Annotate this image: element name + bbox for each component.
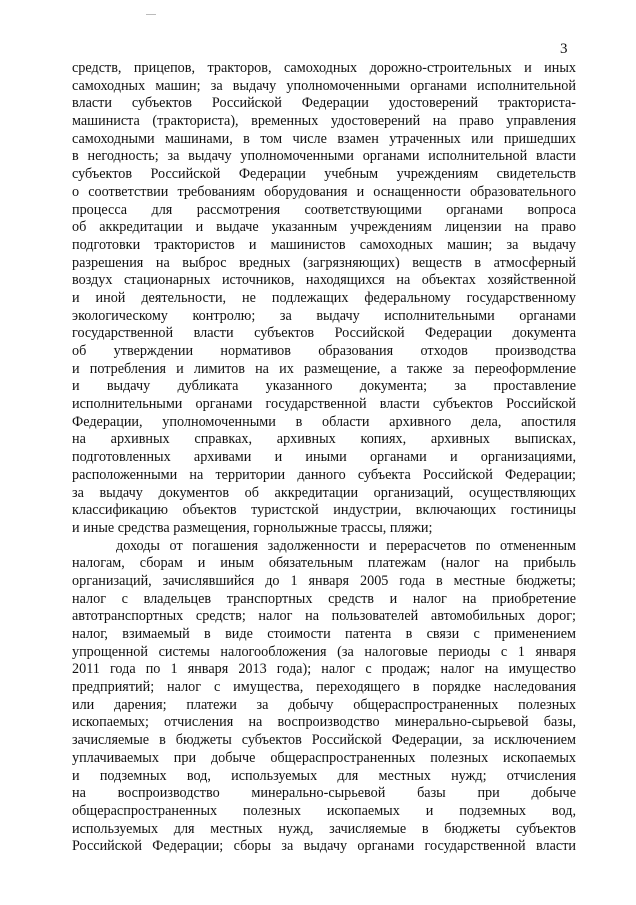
text-line: Федерации, уполномоченными в области архивного дела, апостиля [72, 413, 576, 430]
text-line: на воспроизводство минерально-сырьевой базы при добыче [72, 785, 576, 802]
text-line: подготовки трактористов и машинистов самоходных машин; за выдачу [72, 236, 576, 253]
text-line: зачисляемые в бюджеты субъектов Российской Федерации, за исключением [72, 732, 576, 749]
text-line: автотранспортных средств; налог на пользователей автомобильных дорог; [72, 608, 576, 625]
text-line: упрощенной системы налогообложения (за налоговые периоды с 1 января [72, 643, 576, 660]
text-line: средств, прицепов, тракторов, самоходных дорожно-строительных и иных [72, 60, 576, 76]
text-line: разрешения на выброс вредных (загрязняющих) веществ в атмосферный [72, 254, 576, 271]
text-line: предприятий; налог с имущества, переходящего в порядке наследования [72, 679, 576, 696]
text-line: организаций, зачислявшийся до 1 января 2005 года в местные бюджеты; [72, 572, 576, 589]
text-line: налог, взимаемый в виде стоимости патента в связи с применением [72, 626, 576, 642]
text-line: за выдачу документов об аккредитации организаций, осуществляющих [72, 484, 576, 501]
text-line: налогам, сборам и иным обязательным платежам (налог на прибыль [72, 555, 576, 572]
text-line: в негодность; за выдачу уполномоченными органами исполнительной власти [72, 148, 576, 165]
text-line: налог с владельцев транспортных средств и налог на приобретение [72, 590, 576, 607]
scan-mark [146, 14, 156, 15]
text-line: ископаемых; отчисления на воспроизводство минерально-сырьевой базы, [72, 714, 576, 731]
text-line: исполнительными органами государственной власти субъектов Российской [72, 396, 576, 413]
text-line: используемых для местных нужд, зачисляемые в бюджеты субъектов [72, 820, 576, 837]
text-line: общераспространенных полезных ископаемых и подземных вод, [72, 802, 576, 819]
text-line: на архивных справках, архивных копиях, архивных выписках, [72, 431, 576, 448]
text-line: машиниста (тракториста), временных удостоверений на право управления [72, 113, 576, 130]
text-line: власти субъектов Российской Федерации удостоверений тракториста- [72, 95, 576, 112]
text-line: воздух стационарных источников, находящихся на объектах хозяйственной [72, 272, 576, 289]
text-line: об аккредитации и выдаче указанным учреждениям лицензии на право [72, 219, 576, 236]
text-line: и выдачу дубликата указанного документа; за проставление [72, 378, 576, 395]
text-line: подготовленных архивами и иными органами и организациями, [72, 449, 576, 466]
text-line: и иной деятельности, не подлежащих федеральному государственному [72, 289, 576, 306]
page-number: 3 [560, 41, 568, 57]
text-line: и подземных вод, используемых для местных нужд; отчисления [72, 767, 576, 784]
text-line: и потребления и лимитов на их размещение, а также за переоформление [72, 360, 576, 377]
text-line: Российской Федерации; сборы за выдачу органами государственной власти [72, 838, 576, 855]
text-line: или дарения; платежи за добычу общераспространенных полезных [72, 696, 576, 713]
text-line: расположенными на территории данного субъекта Российской Федерации; [72, 466, 576, 483]
text-line: 2011 года по 1 января 2013 года); налог с продаж; налог на имущество [72, 661, 576, 678]
text-line: уплачиваемых при добыче общераспространенных полезных ископаемых [72, 749, 576, 766]
text-line: классификацию объектов туристской индустрии, включающих гостиницы [72, 502, 576, 519]
text-line: субъектов Российской Федерации учебным учреждениям свидетельств [72, 166, 576, 183]
text-line: самоходных машин; за выдачу уполномоченными органами исполнительной [72, 77, 576, 94]
document-body [72, 60, 576, 856]
text-line: и иные средства размещения, горнолыжные трассы, пляжи; [72, 519, 433, 536]
text-line: о соответствии требованиям оборудования и оснащенности образовательного [72, 183, 576, 200]
text-line: доходы от погашения задолженности и перерасчетов по отмененным [116, 537, 576, 554]
text-line: государственной власти субъектов Российской Федерации документа [72, 325, 576, 342]
text-line: процесса для рассмотрения соответствующими органами вопроса [72, 201, 576, 218]
text-line: экологическому контролю; за выдачу исполнительными органами [72, 307, 576, 324]
text-line: об утверждении нормативов образования отходов производства [72, 343, 576, 359]
text-line: самоходными машинами, в том числе взамен утраченных или пришедших [72, 130, 576, 147]
